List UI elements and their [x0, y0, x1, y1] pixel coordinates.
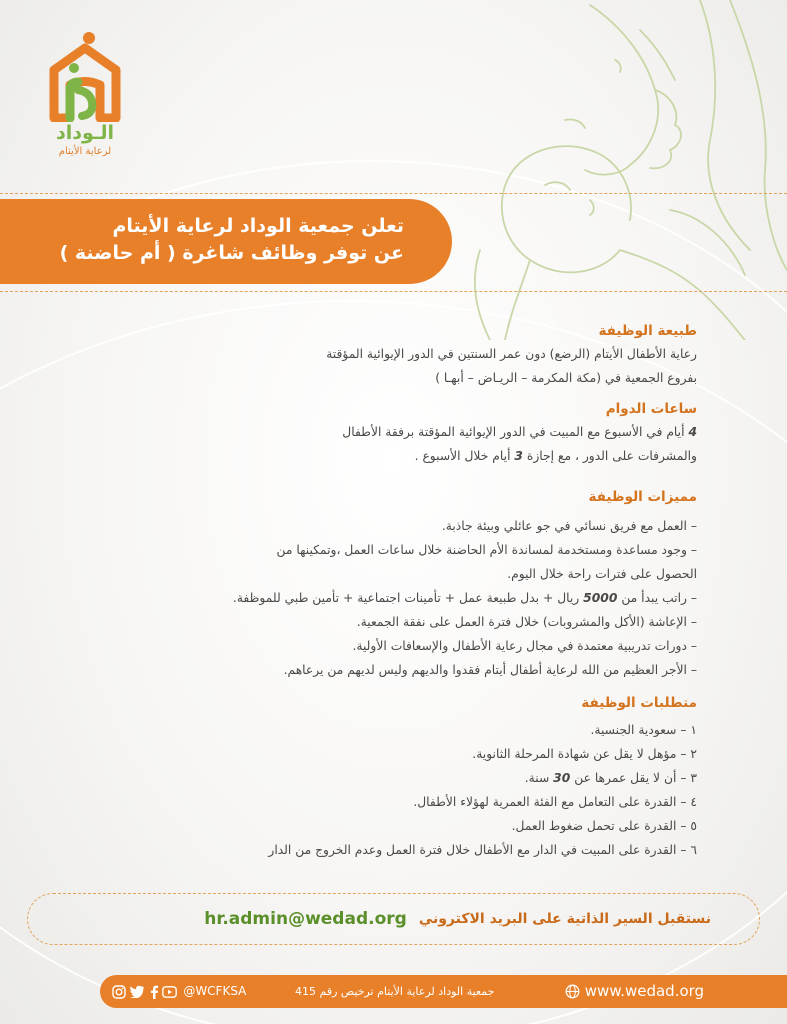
job-details	[97, 320, 697, 862]
contact-label: نستقبل السير الذاتية على البريد الاكتروني	[418, 911, 711, 927]
section-line	[97, 444, 697, 468]
footer-bar	[100, 975, 787, 1008]
section-line-text: أيام في الأسبوع مع المبيت في الدور الإيوائية المؤقتة برفقة الأطفال	[342, 425, 689, 439]
list-item-age	[97, 766, 697, 790]
twitter-icon[interactable]	[130, 985, 145, 998]
section-title: متطلبات الوظيفة	[581, 695, 697, 711]
section-line	[97, 420, 697, 444]
salary-amount: 5000	[583, 591, 618, 605]
social-handle[interactable]: @WCFKSA	[183, 984, 247, 998]
logo-name: الـوداد	[55, 122, 115, 144]
contact-email-link[interactable]: hr.admin@wedad.org	[204, 909, 407, 929]
section-line-text: أيام خلال الأسبوع .	[414, 449, 515, 463]
section-work-hours	[97, 398, 697, 468]
section-line-text: والمشرفات على الدور ، مع إجازة	[522, 449, 697, 463]
section-line: رعاية الأطفال الأيتام (الرضع) دون عمر السنتين في الدور الإيوائية المؤقتة	[326, 347, 697, 361]
list-item: – الإعاشة (الأكل والمشروبات) خلال فترة العمل على نفقة الجمعية.	[356, 615, 697, 629]
website-url[interactable]: www.wedad.org	[584, 982, 705, 1000]
banner-line-2: عن توفر وظائف شاغرة ( أم حاضنة )	[59, 242, 404, 264]
days-off: 3	[514, 449, 523, 463]
list-item: ١ – سعودية الجنسية.	[590, 723, 697, 737]
section-job-nature	[97, 320, 697, 390]
social-links	[112, 975, 246, 1008]
section-title: مميزات الوظيفة	[588, 489, 697, 505]
list-item-text: ٣ – أن لا يقل عمرها عن	[570, 771, 697, 785]
list-item: الحصول على فترات راحة خلال اليوم.	[507, 567, 697, 581]
contact-box	[27, 893, 760, 945]
list-item: ٦ – القدرة على المبيت في الدار مع الأطفال خلال فترة العمل وعدم الخروج من الدار	[268, 843, 697, 857]
banner-divider-top	[0, 193, 787, 194]
wedad-logo	[30, 30, 140, 180]
list-item: – الأجر العظيم من الله لرعاية أطفال أيتام فقدوا والديهم وليس لديهم من يرعاهم.	[283, 663, 697, 677]
days-per-week: 4	[688, 425, 697, 439]
section-requirements	[97, 692, 697, 862]
license-text: جمعية الوداد لرعاية الأيتام ترخيص رقم 415	[295, 985, 495, 998]
section-title: ساعات الدوام	[605, 401, 697, 417]
banner-divider-bottom	[0, 291, 787, 292]
list-item: ٤ – القدرة على التعامل مع الفئة العمرية لهؤلاء الأطفال.	[413, 795, 697, 809]
list-item-text: – راتب يبدأ من	[617, 591, 697, 605]
minimum-age: 30	[553, 771, 571, 785]
list-item: – العمل مع فريق نسائي في جو عائلي وبيئة جاذبة.	[441, 519, 697, 533]
list-item: – وجود مساعدة ومستخدمة لمساندة الأم الحاضنة خلال ساعات العمل ،وتمكينها من	[276, 543, 697, 557]
instagram-icon[interactable]	[112, 985, 126, 999]
section-title: طبيعة الوظيفة	[598, 323, 697, 339]
list-item: ٢ – مؤهل لا يقل عن شهادة المرحلة الثانوية.	[472, 747, 697, 761]
list-item: – دورات تدريبية معتمدة في مجال رعاية الأطفال والإسعافات الأولية.	[352, 639, 697, 653]
youtube-icon[interactable]	[162, 986, 177, 998]
list-item-salary	[97, 586, 697, 610]
logo-subtitle: لرعاية الأيتام	[58, 146, 112, 157]
banner-line-1: تعلن جمعية الوداد لرعاية الأيتام	[112, 215, 404, 237]
list-item-text: ريال + بدل طبيعة عمل + تأمينات اجتماعية + تأمين طبي للموظفة.	[232, 591, 584, 605]
globe-icon	[565, 984, 580, 999]
list-item: ٥ – القدرة على تحمل ضغوط العمل.	[511, 819, 697, 833]
website-link[interactable]	[565, 975, 704, 1008]
mother-and-baby-illustration	[470, 0, 787, 340]
facebook-icon[interactable]	[149, 985, 159, 999]
section-line: بفروع الجمعية في (مكة المكرمة – الريـاض – أبهـا )	[435, 371, 697, 385]
logo-house-icon	[48, 30, 122, 122]
section-benefits	[97, 486, 697, 682]
announcement-banner	[0, 199, 452, 284]
list-item-text: سنة.	[524, 771, 554, 785]
